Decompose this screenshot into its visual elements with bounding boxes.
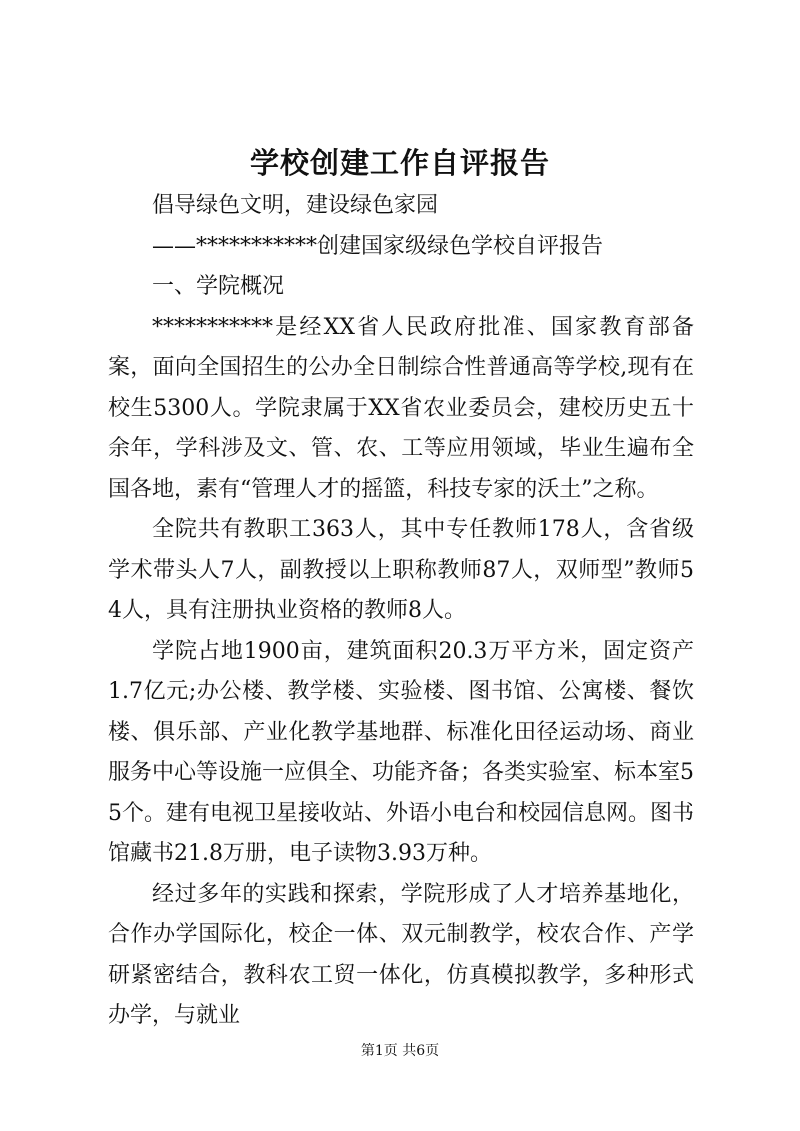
- paragraph-subtitle: ——***********创建国家级绿色学校自评报告: [152, 233, 604, 259]
- section-heading: 一、学院概况: [152, 274, 285, 299]
- document-title: 学校创建工作自评报告: [249, 146, 550, 180]
- paragraph: 学院占地1900亩，建筑面积20.3万平方米，固定资产1.7亿元;办公楼、教学楼、实验楼、图书馆、公寓楼、餐饮楼、俱乐部、产业化教学基地群、标准化田径运动场、商业服务中心等设施一应俱全、功能齐备；各类实验室、标本室55个。建有电视卫星接收站、外语小电台和校园信息网。图书馆藏书21.8万册，电子读物3.93万种。: [108, 638, 694, 866]
- paragraph: 经过多年的实践和探索，学院形成了人才培养基地化，合作办学国际化，校企一体、双元制教学，校农合作、产学研紧密结合，教科农工贸一体化，仿真模拟教学，多种形式办学，与就业: [108, 881, 694, 1028]
- paragraph: ***********是经XX省人民政府批准、国家教育部备案，面向全国招生的公办全日制综合性普通高等学校,现有在校生5300人。学院隶属于XX省农业委员会，建校历史五十余年，学科涉及文、管、农、工等应用领域，毕业生遍布全国各地，素有“管理人才的摇篮，科技专家的沃土”之称。: [108, 314, 694, 502]
- document-body: [108, 186, 694, 1037]
- paragraph-slogan: 倡导绿色文明，建设绿色家园: [152, 193, 439, 218]
- paragraph: 全院共有教职工363人，其中专任教师178人，含省级学术带头人7人，副教授以上职称教师87人，双师型”教师54人，具有注册执业资格的教师8人。: [108, 517, 694, 623]
- page-number-footer: 第1页 共6页: [360, 1043, 440, 1059]
